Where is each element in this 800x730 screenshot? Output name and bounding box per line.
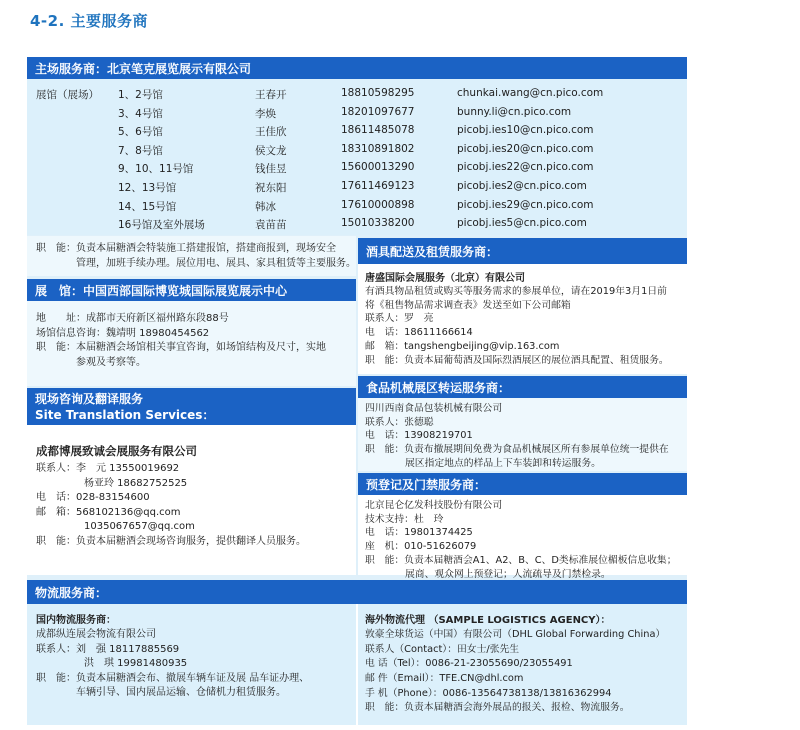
phone-cell: 17610000898: [341, 198, 415, 211]
email-cell: picobj.ies10@cn.pico.com: [457, 124, 594, 137]
phone-cell: 15010338200: [341, 217, 415, 230]
phone-cell: 15600013290: [341, 161, 415, 174]
wine-rental-title: 酒具配送及租赁服务商：: [366, 244, 499, 259]
area-cell: 展馆（展场）: [36, 89, 99, 101]
logistics-title: 物流服务商：: [35, 585, 108, 600]
email-cell: picobj.ies22@cn.pico.com: [457, 161, 594, 174]
halls-cell: 9、10、11号馆: [118, 163, 194, 176]
email-cell: chunkai.wang@cn.pico.com: [457, 87, 604, 99]
contact-name-cell: 王春开: [255, 89, 287, 101]
contractor-duty: 职 能：负责本届糖酒会特装施工搭建报馆，搭建商报到，现场安全 管理，加班手续办理。展位用电、展具、家具租赁等主要服务。: [36, 243, 356, 269]
venue-title: 展 馆：中国西部国际博览城国际展览展示中心: [35, 283, 288, 298]
halls-cell: 16号馆及室外展场: [118, 219, 205, 232]
phone-cell: 18810598295: [341, 87, 415, 99]
phone-cell: 18611485078: [341, 124, 415, 137]
phone-cell: 17611469123: [341, 179, 415, 192]
translation-title-en: Site Translation Services：: [35, 408, 215, 422]
wine-rental-info: 有酒具物品租赁或购买等服务需求的参展单位，请在2019年3月1日前 将《租售物品需求调查表》发送至如下公司邮箱 联系人：罗 亮 电 话：18611166614 邮 箱：tangshengbeijing@vip.163.com 职 能：负责本届葡萄酒及国际烈酒展区的展位酒具配置、租赁服务。: [365, 286, 669, 366]
contact-name-cell: 王佳欣: [255, 126, 287, 139]
registration-header: [358, 473, 687, 495]
email-cell: picobj.ies5@cn.pico.com: [457, 217, 587, 230]
translation-header: [27, 388, 356, 425]
contact-name-cell: 韩冰: [255, 200, 276, 213]
halls-cell: 14、15号馆: [118, 200, 177, 213]
logistics-header: [27, 580, 687, 604]
logistics-divider: [356, 604, 358, 725]
machinery-info: 四川西南食品包装机械有限公司 联系人：张德聪 电 话：13908219701 职 能：负责布撤展期间免费为食品机械展区所有参展单位统一提供在 展区指定地点的样品上下车装卸和转运服务。: [365, 403, 669, 469]
halls-cell: 5、6号馆: [118, 126, 163, 139]
venue-info: 地 址：成都市天府新区福州路东段88号 场馆信息咨询：魏靖明 18980454562 职 能：本届糖酒会场馆相关事宜咨询，如场馆结构及尺寸，实地 参观及考察等。: [36, 313, 326, 368]
wine-rental-company: 唐盛国际会展服务（北京）有限公司: [365, 273, 525, 284]
venue-contractor-title: 主场服务商：北京笔克展览展示有限公司: [35, 61, 252, 76]
contact-name-cell: 侯文龙: [255, 144, 287, 157]
translation-company: 成都博展致诚会展服务有限公司: [36, 444, 197, 458]
page-heading: 4-2. 主要服务商: [30, 12, 149, 30]
machinery-title: 食品机械展区转运服务商：: [366, 380, 511, 395]
email-cell: bunny.li@cn.pico.com: [457, 105, 572, 118]
phone-cell: 18201097677: [341, 105, 415, 118]
overseas-logistics-title: 海外物流代理 （SAMPLE LOGISTICS AGENCY）：: [365, 615, 611, 626]
phone-cell: 18310891802: [341, 142, 415, 155]
venue-header: [27, 279, 356, 301]
venue-contractor-header: [27, 57, 687, 79]
domestic-logistics-title: 国内物流服务商：: [36, 615, 116, 626]
contact-name-cell: 祝东阳: [255, 181, 287, 194]
contact-name-cell: 李焕: [255, 107, 276, 120]
email-cell: picobj.ies20@cn.pico.com: [457, 142, 594, 155]
registration-info: 北京昆仑亿发科技股份有限公司 技术支持：杜 玲 电 话：19801374425 座 机：010-51626079 职 能：负责本届糖酒会A1、A2、B、C、D类标准展位楣板信息收集； 展商、观众网上预登记；人流疏导及门禁检录。: [365, 500, 677, 580]
contact-name-cell: 袁苗苗: [255, 219, 287, 232]
translation-title-cn: 现场咨询及翻译服务: [35, 392, 144, 406]
domestic-logistics-info: 成都纵连展会物流有限公司 联系人：刘 强 18117885569 洪 琪 19981480935 职 能：负责本届糖酒会布、撤展车辆车证及展 品车证办理、 车辆引导、国内展品运输、仓储机力租赁服务。: [36, 629, 310, 698]
halls-cell: 3、4号馆: [118, 107, 163, 120]
machinery-header: [358, 376, 687, 398]
halls-cell: 1、2号馆: [118, 89, 163, 101]
email-cell: picobj.ies29@cn.pico.com: [457, 198, 594, 211]
email-cell: picobj.ies2@cn.pico.com: [457, 179, 587, 192]
halls-cell: 12、13号馆: [118, 181, 177, 194]
registration-title: 预登记及门禁服务商：: [366, 477, 487, 492]
overseas-logistics-info: 敦豪全球货运（中国）有限公司（DHL Global Forwarding China） 联系人（Contact）：田女士/张先生 电 话（Tel）：0086-21-23055690/23055491 邮 件（Email）：TFE.CN@dhl.com 手 机（Phone）：0086-13564738138/13816362994 职 能：负责本届糖酒会海外展品的报关、报检、物流服务。: [365, 629, 666, 714]
halls-cell: 7、8号馆: [118, 144, 163, 157]
translation-contacts: 联系人：李 元 13550019692 杨亚玲 18682752525 电 话：028-83154600 邮 箱：568102136@qq.com 1035067657@qq.com 职 能：负责本届糖酒会现场咨询服务，提供翻译人员服务。: [36, 463, 306, 547]
wine-rental-header: [358, 238, 687, 264]
contact-name-cell: 钱佳昱: [255, 163, 287, 176]
